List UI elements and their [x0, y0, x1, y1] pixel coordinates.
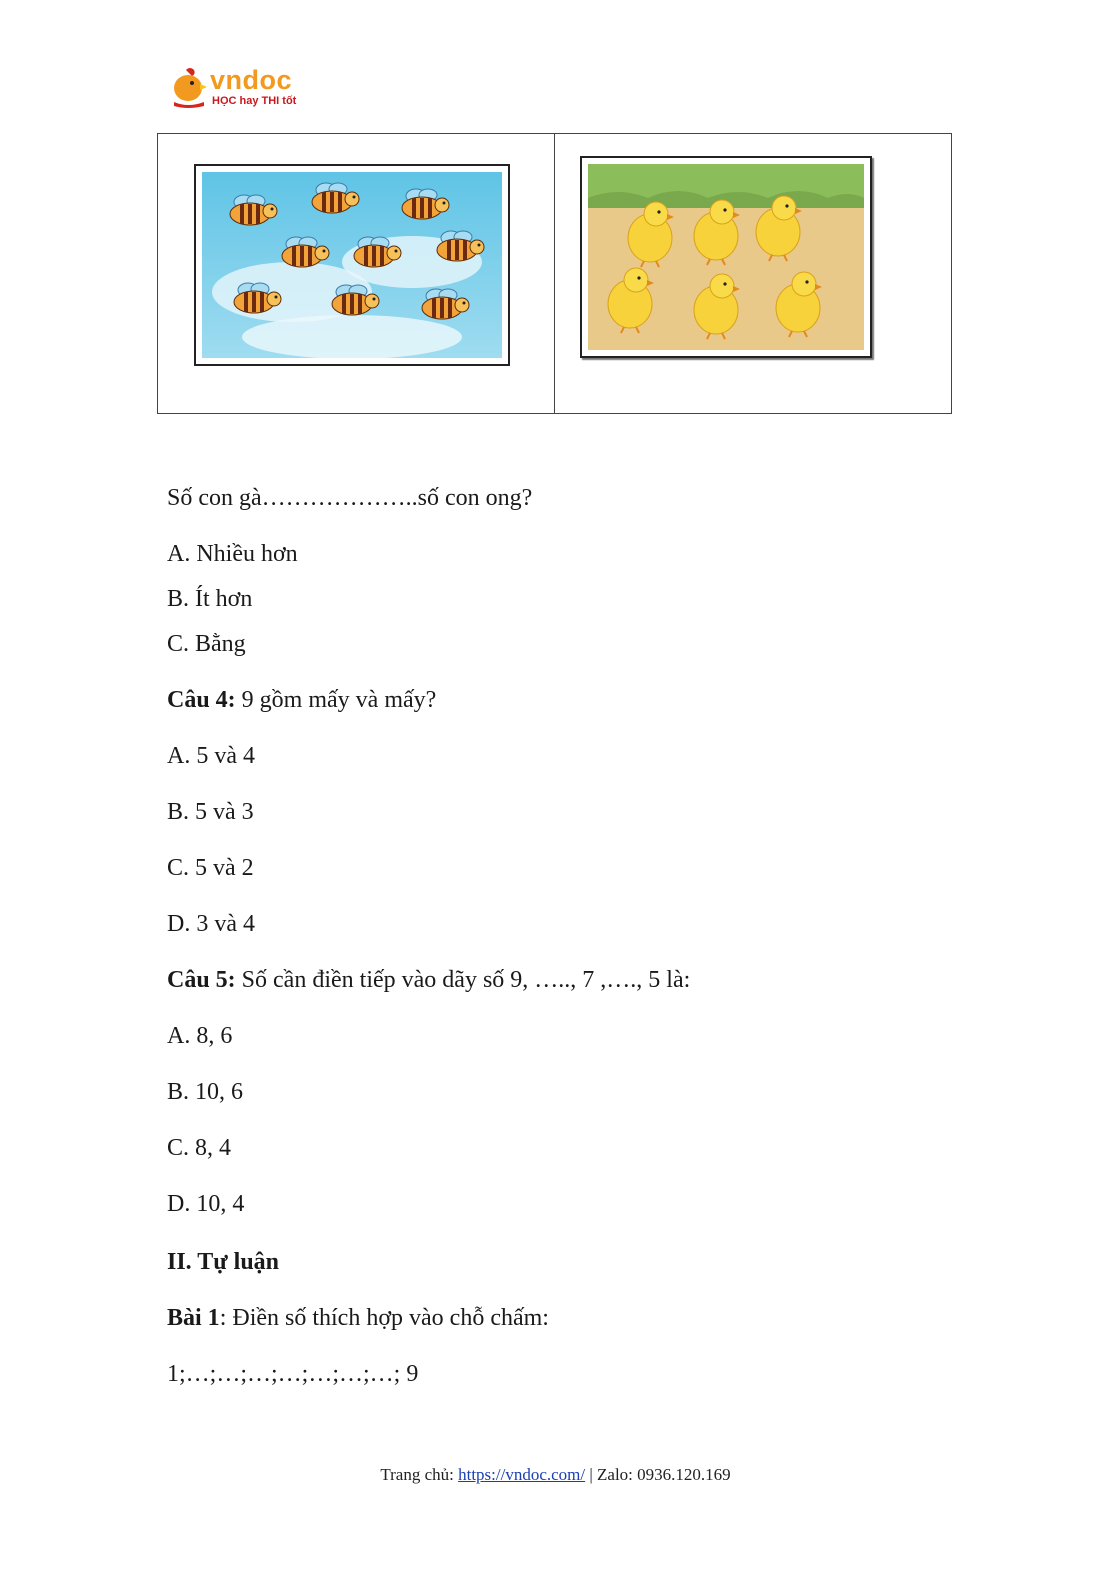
question-3-prompt: Số con gà………………..số con ong?: [167, 485, 533, 511]
question-4-label: Câu 4:: [167, 687, 236, 713]
question-4-text: 9 gồm mấy và mấy?: [235, 687, 437, 713]
footer-prefix: Trang chủ:: [380, 1465, 459, 1484]
question-5-label: Câu 5:: [167, 967, 236, 993]
chicks-cell: [554, 134, 951, 413]
question-5-option-b: B. 10, 6: [167, 1079, 244, 1105]
question-3-option-c: C. Bằng: [167, 631, 246, 657]
chicks-picture: [580, 156, 872, 358]
question-5-option-a: A. 8, 6: [167, 1023, 233, 1049]
logo-wordmark: vndoc: [210, 65, 293, 95]
section-2-heading: II. Tự luận: [167, 1249, 280, 1275]
question-5-option-c: C. 8, 4: [167, 1135, 232, 1161]
logo-slogan: HỌC hay THI tốt: [212, 95, 297, 107]
question-3-option-b: B. Ít hơn: [167, 586, 253, 612]
bees-cell: [158, 134, 554, 413]
question-4-option-a: A. 5 và 4: [167, 743, 255, 769]
vndoc-logo[interactable]: [166, 64, 316, 112]
footer-zalo: | Zalo: 0936.120.169: [585, 1465, 731, 1484]
exercise-1-sequence: 1;…;…;…;…;…;…;…; 9: [167, 1361, 419, 1387]
question-5: [167, 966, 690, 994]
exercise-1: [167, 1304, 549, 1332]
question-5-option-d: D. 10, 4: [167, 1191, 245, 1217]
rooster-icon: [166, 66, 210, 110]
question-4-option-c: C. 5 và 2: [167, 855, 254, 881]
exercise-1-label: Bài 1: [167, 1305, 220, 1331]
question-3-option-a: A. Nhiều hơn: [167, 541, 298, 567]
question-4-option-b: B. 5 và 3: [167, 799, 254, 825]
question-4: [167, 686, 436, 714]
question-5-text: Số cần điền tiếp vào dãy số 9, ….., 7 ,…., 5 là:: [235, 967, 691, 993]
footer-home-link[interactable]: https://vndoc.com/: [458, 1465, 586, 1484]
question-4-option-d: D. 3 và 4: [167, 911, 255, 937]
bees-illustration: [202, 172, 502, 358]
exercise-1-text: : Điền số thích hợp vào chỗ chấm:: [219, 1305, 549, 1331]
picture-table: [157, 133, 952, 414]
chicks-illustration: [588, 164, 864, 350]
bees-picture: [194, 164, 510, 366]
page-footer: [0, 1465, 1111, 1485]
